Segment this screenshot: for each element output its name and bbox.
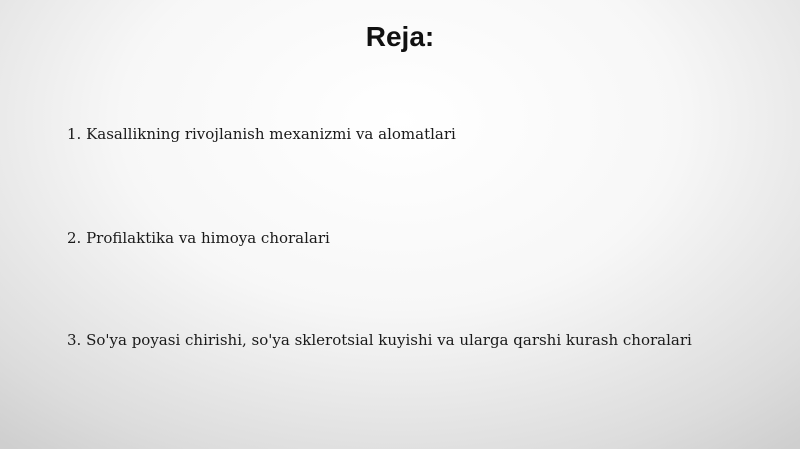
plan-item-prevention: 2. Profilaktika va himoya choralari [67,229,330,247]
slide-title: Reja: [365,21,435,52]
plan-item-soybean-diseases: 3. So'ya poyasi chirishi, so'ya sklerotsial kuyishi va ularga qarshi kurash choralari [67,331,692,349]
plan-item-mechanism: 1. Kasallikning rivojlanish mexanizmi va alomatlari [67,125,456,143]
